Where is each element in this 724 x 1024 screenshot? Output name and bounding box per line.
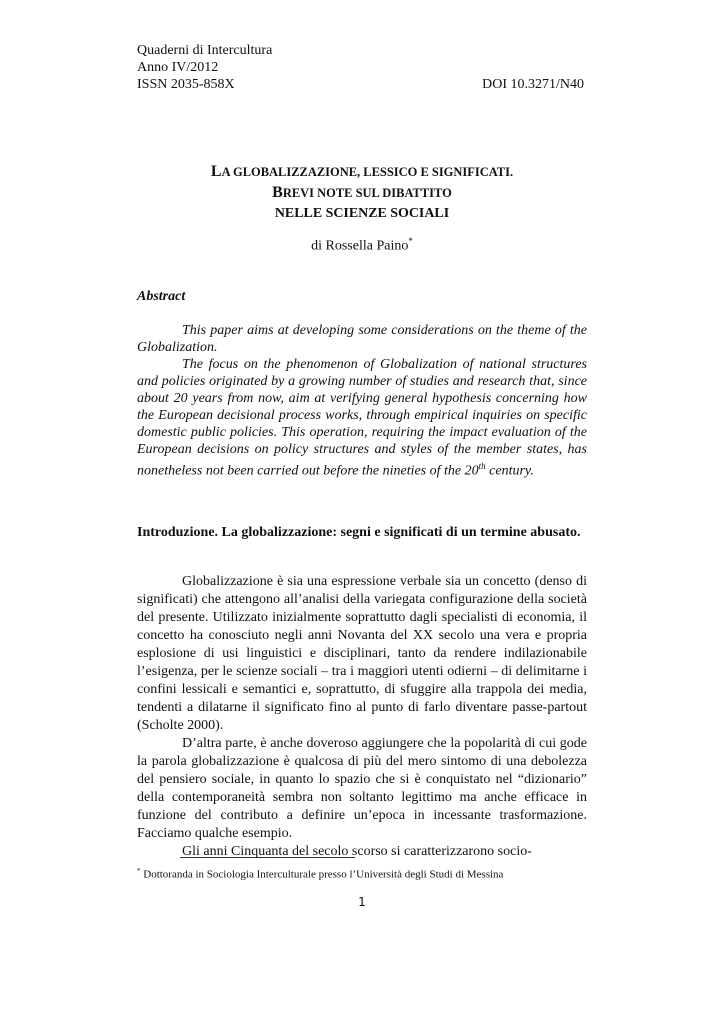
title-line-1-cap: L [210,163,222,180]
abstract-paragraph-2-end: century. [485,463,534,479]
journal-year: Anno IV/2012 [137,60,219,75]
footnote-separator [180,857,355,858]
title-line-1-rest: A GLOBALIZZAZIONE, LESSICO E SIGNIFICATI. [221,165,514,179]
author-footnote-mark: * [408,236,413,246]
footnote [137,864,503,882]
intro-paragraph-3: Gli anni Cinquanta del secolo scorso si caratterizzarono socio- [182,844,532,859]
title-line-2-rest: REVI NOTE SUL DIBATTITO [282,186,452,200]
journal-doi: DOI 10.3271/N40 [482,77,584,92]
abstract-paragraph-2-text: The focus on the phenomenon of Globalization of national structures and policies originated by a growing number of studies and research that, since about 20 years from now, aim at verifying general hypothesis concerning how the European decisional process works, through empirical inquiries on specific domestic public policies. This operation, requiring the impact evaluation of the European decisions on policy structures and styles of the member states, has nonetheless not been carried out before the nineties of the 20 [137,357,587,479]
title-line-3-text: NELLE SCIENZE SOCIALI [274,206,450,221]
title-line-2 [0,184,724,202]
journal-name: Quaderni di Intercultura [137,43,273,58]
footnote-mark: * [137,867,141,875]
intro-body [137,573,587,861]
title-line-3 [0,205,724,222]
intro-paragraph-1: Globalizzazione è sia una espressione verbale sia un concetto (denso di significati) che attengono all’analisi della variegata configurazione della società del presente. Utilizzato inizialmente soprattutto dagli specialisti di economia, il concetto ha conosciuto negli anni Novanta del XX secolo una vera e propria esplosione di usi linguistici e disciplinari, tanto da rendere indilazionabile l’esigenza, per le scienze sociali – tra i maggiori utenti odierni – di delimitarne i confini lessicali e semantici e, soprattutto, di sfuggire alla trappola dei media, tendenti a dilatarne il significato fino al punto di farlo diventare passe-partout (Scholte 2000). [137,574,587,733]
abstract-paragraph-2 [137,356,587,480]
author-name: di Rossella Paino [311,238,409,254]
title-line-2-cap: B [272,184,283,201]
title-line-1 [0,163,724,181]
page-number: 1 [358,895,366,909]
footnote-text: Dottoranda in Sociologia Interculturale presso l’Università degli Studi di Messina [140,868,504,881]
author-byline [0,236,724,255]
intro-heading: Introduzione. La globalizzazione: segni e significati di un termine abusato. [137,525,581,540]
abstract-body [137,322,587,480]
abstract-superscript: th [478,461,486,471]
abstract-paragraph-1: This paper aims at developing some considerations on the theme of the Globalization. [137,323,587,355]
abstract-heading: Abstract [137,289,186,304]
intro-paragraph-2: D’altra parte, è anche doveroso aggiungere che la popolarità di cui gode la parola globalizzazione è qualcosa di più del mero sintomo di una debolezza del pensiero sociale, in quanto lo spazio che si è conquistato nel “dizionario” della contemporaneità sembra non soltanto legittimo ma anche efficace in funzione del contributo a definire un’epoca in incessante trasformazione. Facciamo qualche esempio. [137,736,587,841]
journal-issn: ISSN 2035-858X [137,77,235,92]
